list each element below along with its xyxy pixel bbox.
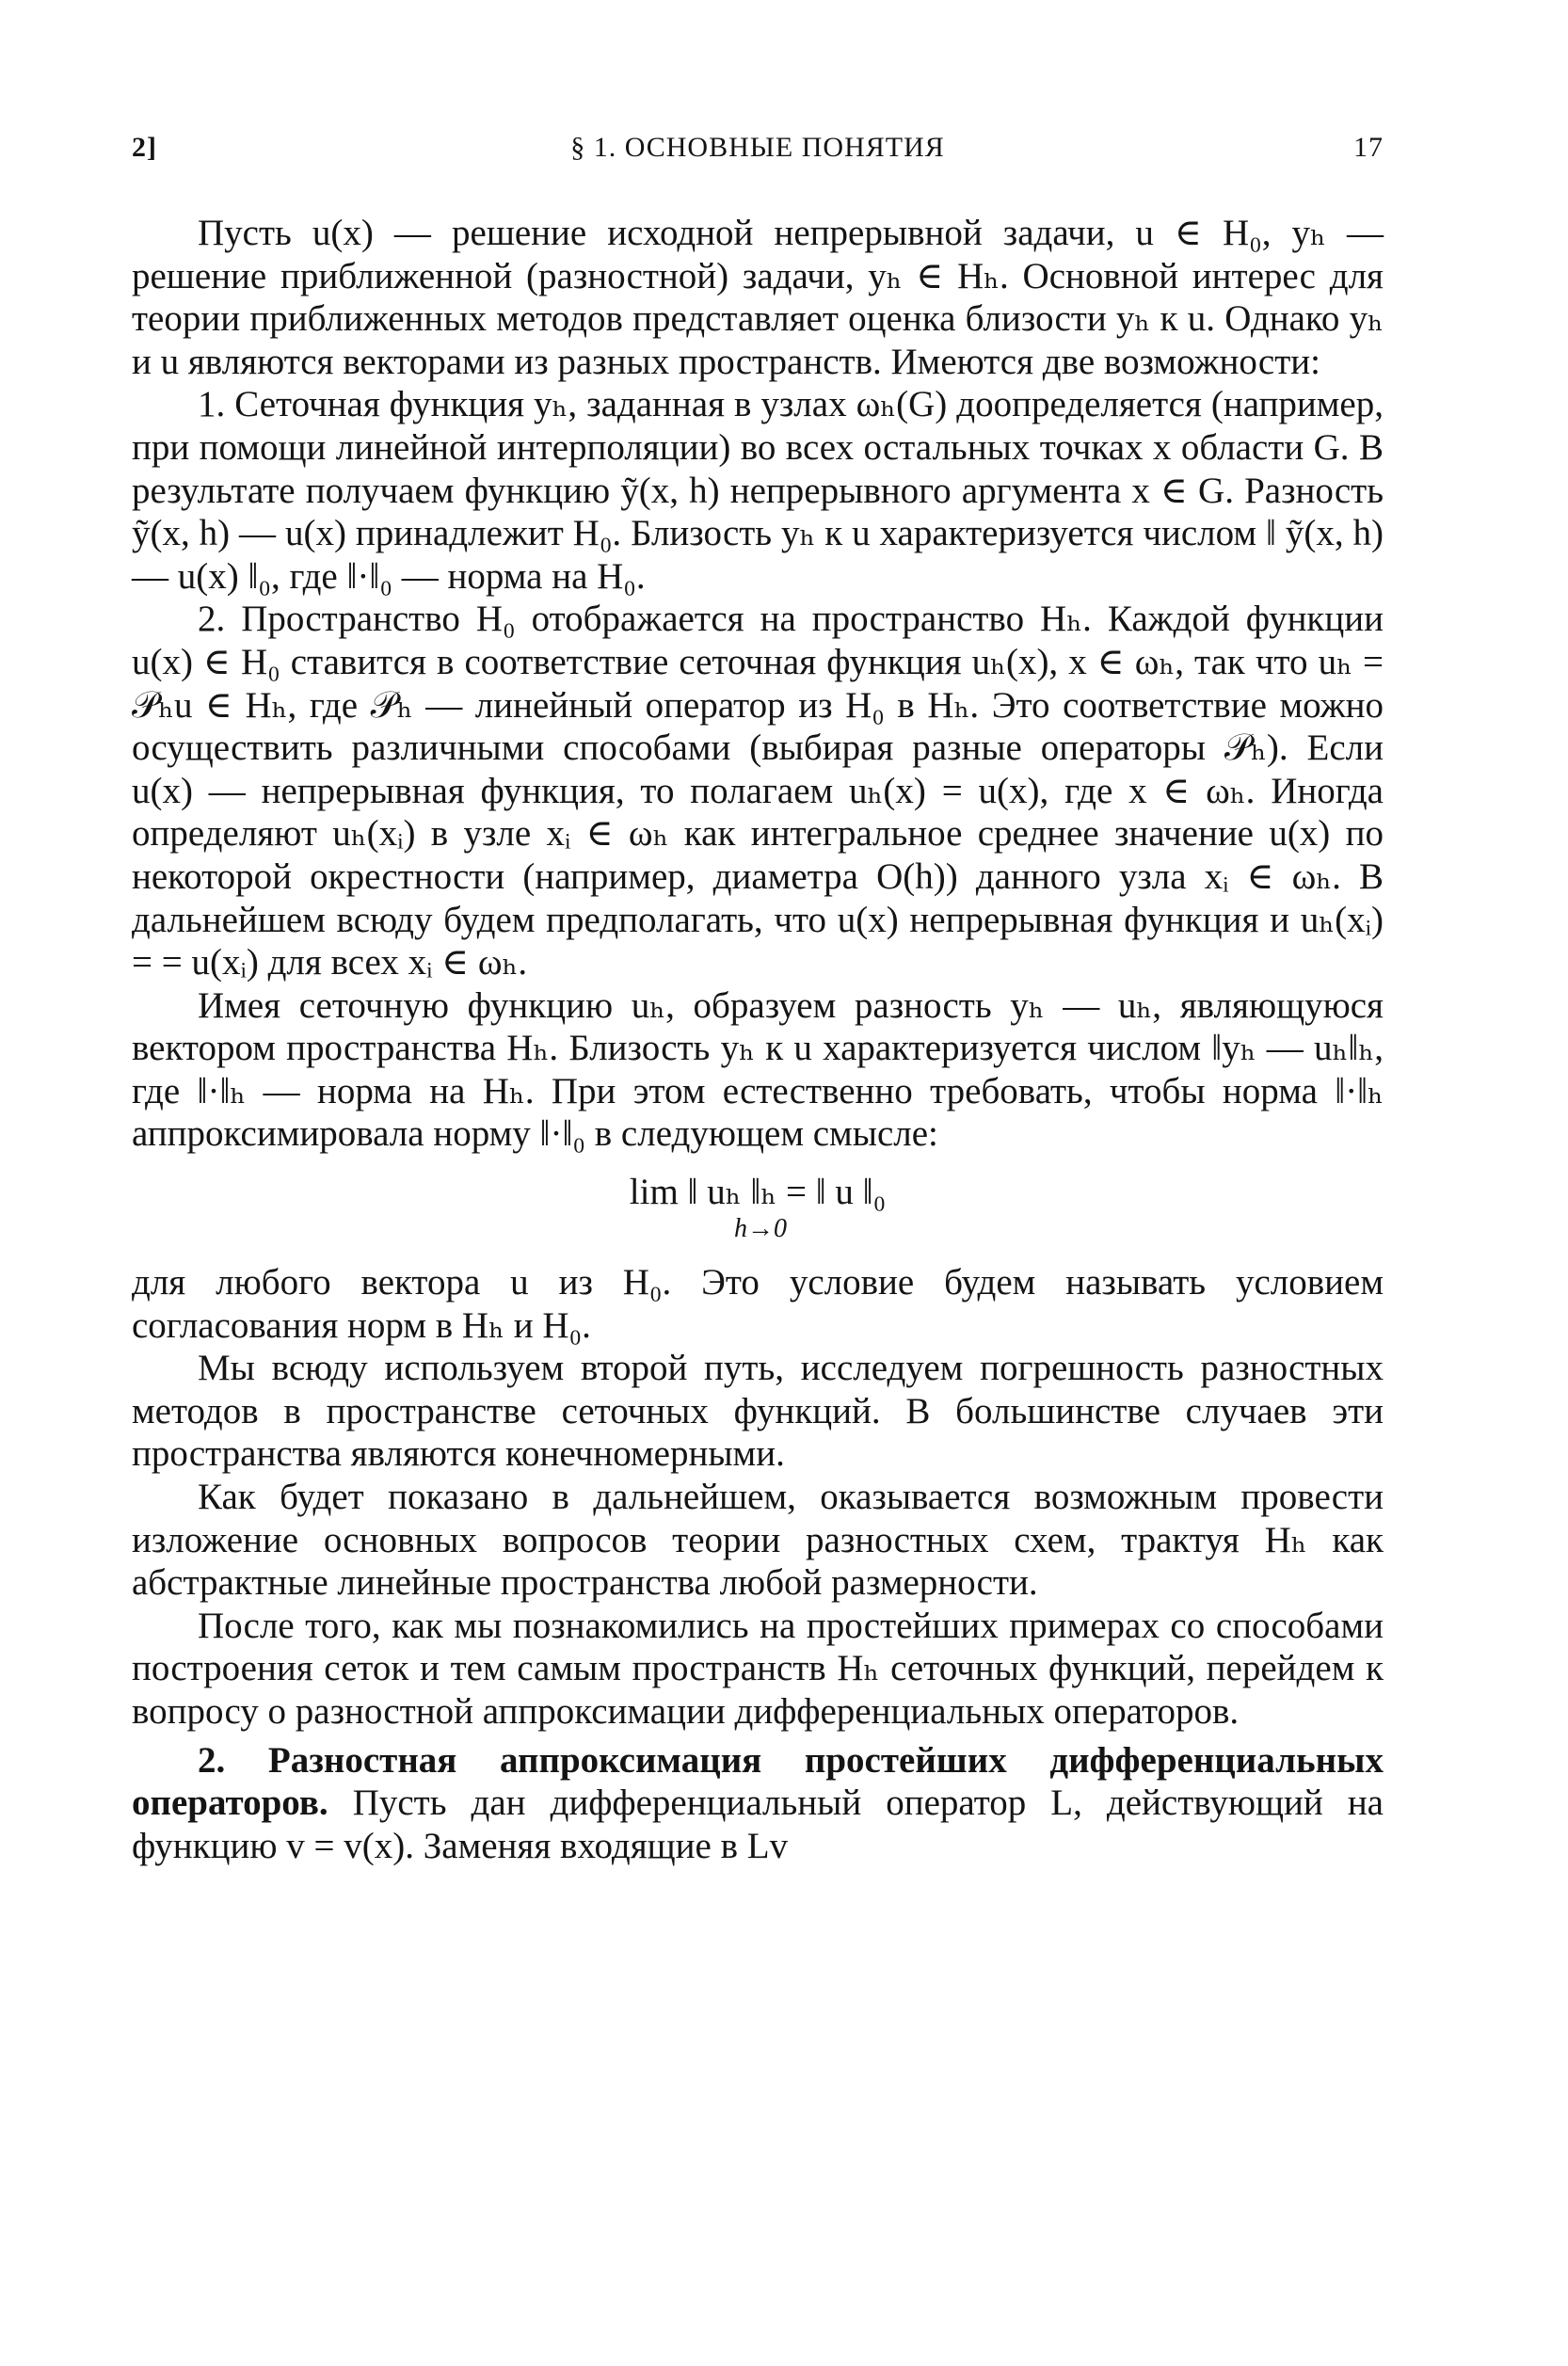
section-text: Пусть дан дифференциальный оператор L, действующий на функцию v = v(x). Заменяя входящие в Lv: [132, 1782, 1384, 1866]
running-header: [132, 132, 1384, 169]
paragraph-abstract-spaces: Как будет показано в дальнейшем, оказывается возможным провести изложение основных вопросов теории разностных схем, трактуя Hₕ как абстрактные линейные пространства любой размерности.: [132, 1477, 1384, 1604]
paragraph-option-1: 1. Сеточная функция yₕ, заданная в узлах ωₕ(G) доопределяется (например, при помощи линейной интерполяции) во всех остальных точках x области G. В результате получаем функцию ỹ(x, h) непрерывного аргумента x ∈ G. Разность ỹ(x, h) — u(x) принадлежит H₀. Близость yₕ к u характеризуется числом ‖ ỹ(x, h) — u(x) ‖₀, где ‖·‖₀ — норма на H₀.: [132, 384, 1384, 597]
display-formula: [132, 1169, 1384, 1250]
page-number: 17: [1353, 132, 1384, 163]
section-2-paragraph: [132, 1739, 1384, 1868]
paragraph-second-path: Мы всюду используем второй путь, исследуем погрешность разностных методов в пространстве сеточных функций. В большинстве случаев эти пространства являются конечномерными.: [132, 1348, 1384, 1475]
formula-main: lim ‖ uₕ ‖ₕ = ‖ u ‖₀: [629, 1172, 887, 1213]
header-section-number: 2]: [132, 132, 157, 163]
header-title: § 1. ОСНОВНЫЕ ПОНЯТИЯ: [570, 132, 945, 163]
page-body: [132, 212, 1384, 1867]
paragraph-norm-consistency: для любого вектора u из H₀. Это условие будем называть условием согласования норм в Hₕ и H₀.: [132, 1262, 1384, 1346]
paragraph-option-2: 2. Пространство H₀ отображается на пространство Hₕ. Каждой функции u(x) ∈ H₀ ставится в соответствие сеточная функция uₕ(x), x ∈ ωₕ, так что uₕ = 𝒫ₕu ∈ Hₕ, где 𝒫ₕ — линейный оператор из H₀ в Hₕ. Это соответствие можно осуществить различными способами (выбирая разные операторы 𝒫ₕ). Если u(x) — непрерывная функция, то полагаем uₕ(x) = u(x), где x ∈ ωₕ. Иногда определяют uₕ(xᵢ) в узле xᵢ ∈ ωₕ как интегральное среднее значение u(x) по некоторой окрестности (например, диаметра O(h)) данного узла xᵢ ∈ ωₕ. В дальнейшем всюду будем предполагать, что u(x) непрерывная функция и uₕ(xᵢ) = = u(xᵢ) для всех xᵢ ∈ ωₕ.: [132, 599, 1384, 983]
formula-limit-subscript: h→0: [734, 1214, 787, 1244]
paragraph-grid-difference: Имея сеточную функцию uₕ, образуем разность yₕ — uₕ, являющуюся вектором пространства Hₕ. Близость yₕ к u характеризуется числом ‖yₕ — uₕ‖ₕ, где ‖·‖ₕ — норма на Hₕ. При этом естественно требовать, чтобы норма ‖·‖ₕ аппроксимировала норму ‖·‖₀ в следующем смысле:: [132, 984, 1384, 1155]
paragraph-intro: Пусть u(x) — решение исходной непрерывной задачи, u ∈ H₀, yₕ — решение приближенной (разностной) задачи, yₕ ∈ Hₕ. Основной интерес для теории приближенных методов представляет оценка близости yₕ к u. Однако yₕ и u являются векторами из разных пространств. Имеются две возможности:: [132, 213, 1384, 382]
section-heading: 2. Разностная аппроксимация простейших дифференциальных операторов.: [132, 1739, 1384, 1824]
paragraph-transition: После того, как мы познакомились на простейших примерах со способами построения сеток и тем самым пространств Hₕ сеточных функций, перейдем к вопросу о разностной аппроксимации дифференциальных операторов.: [132, 1605, 1384, 1732]
